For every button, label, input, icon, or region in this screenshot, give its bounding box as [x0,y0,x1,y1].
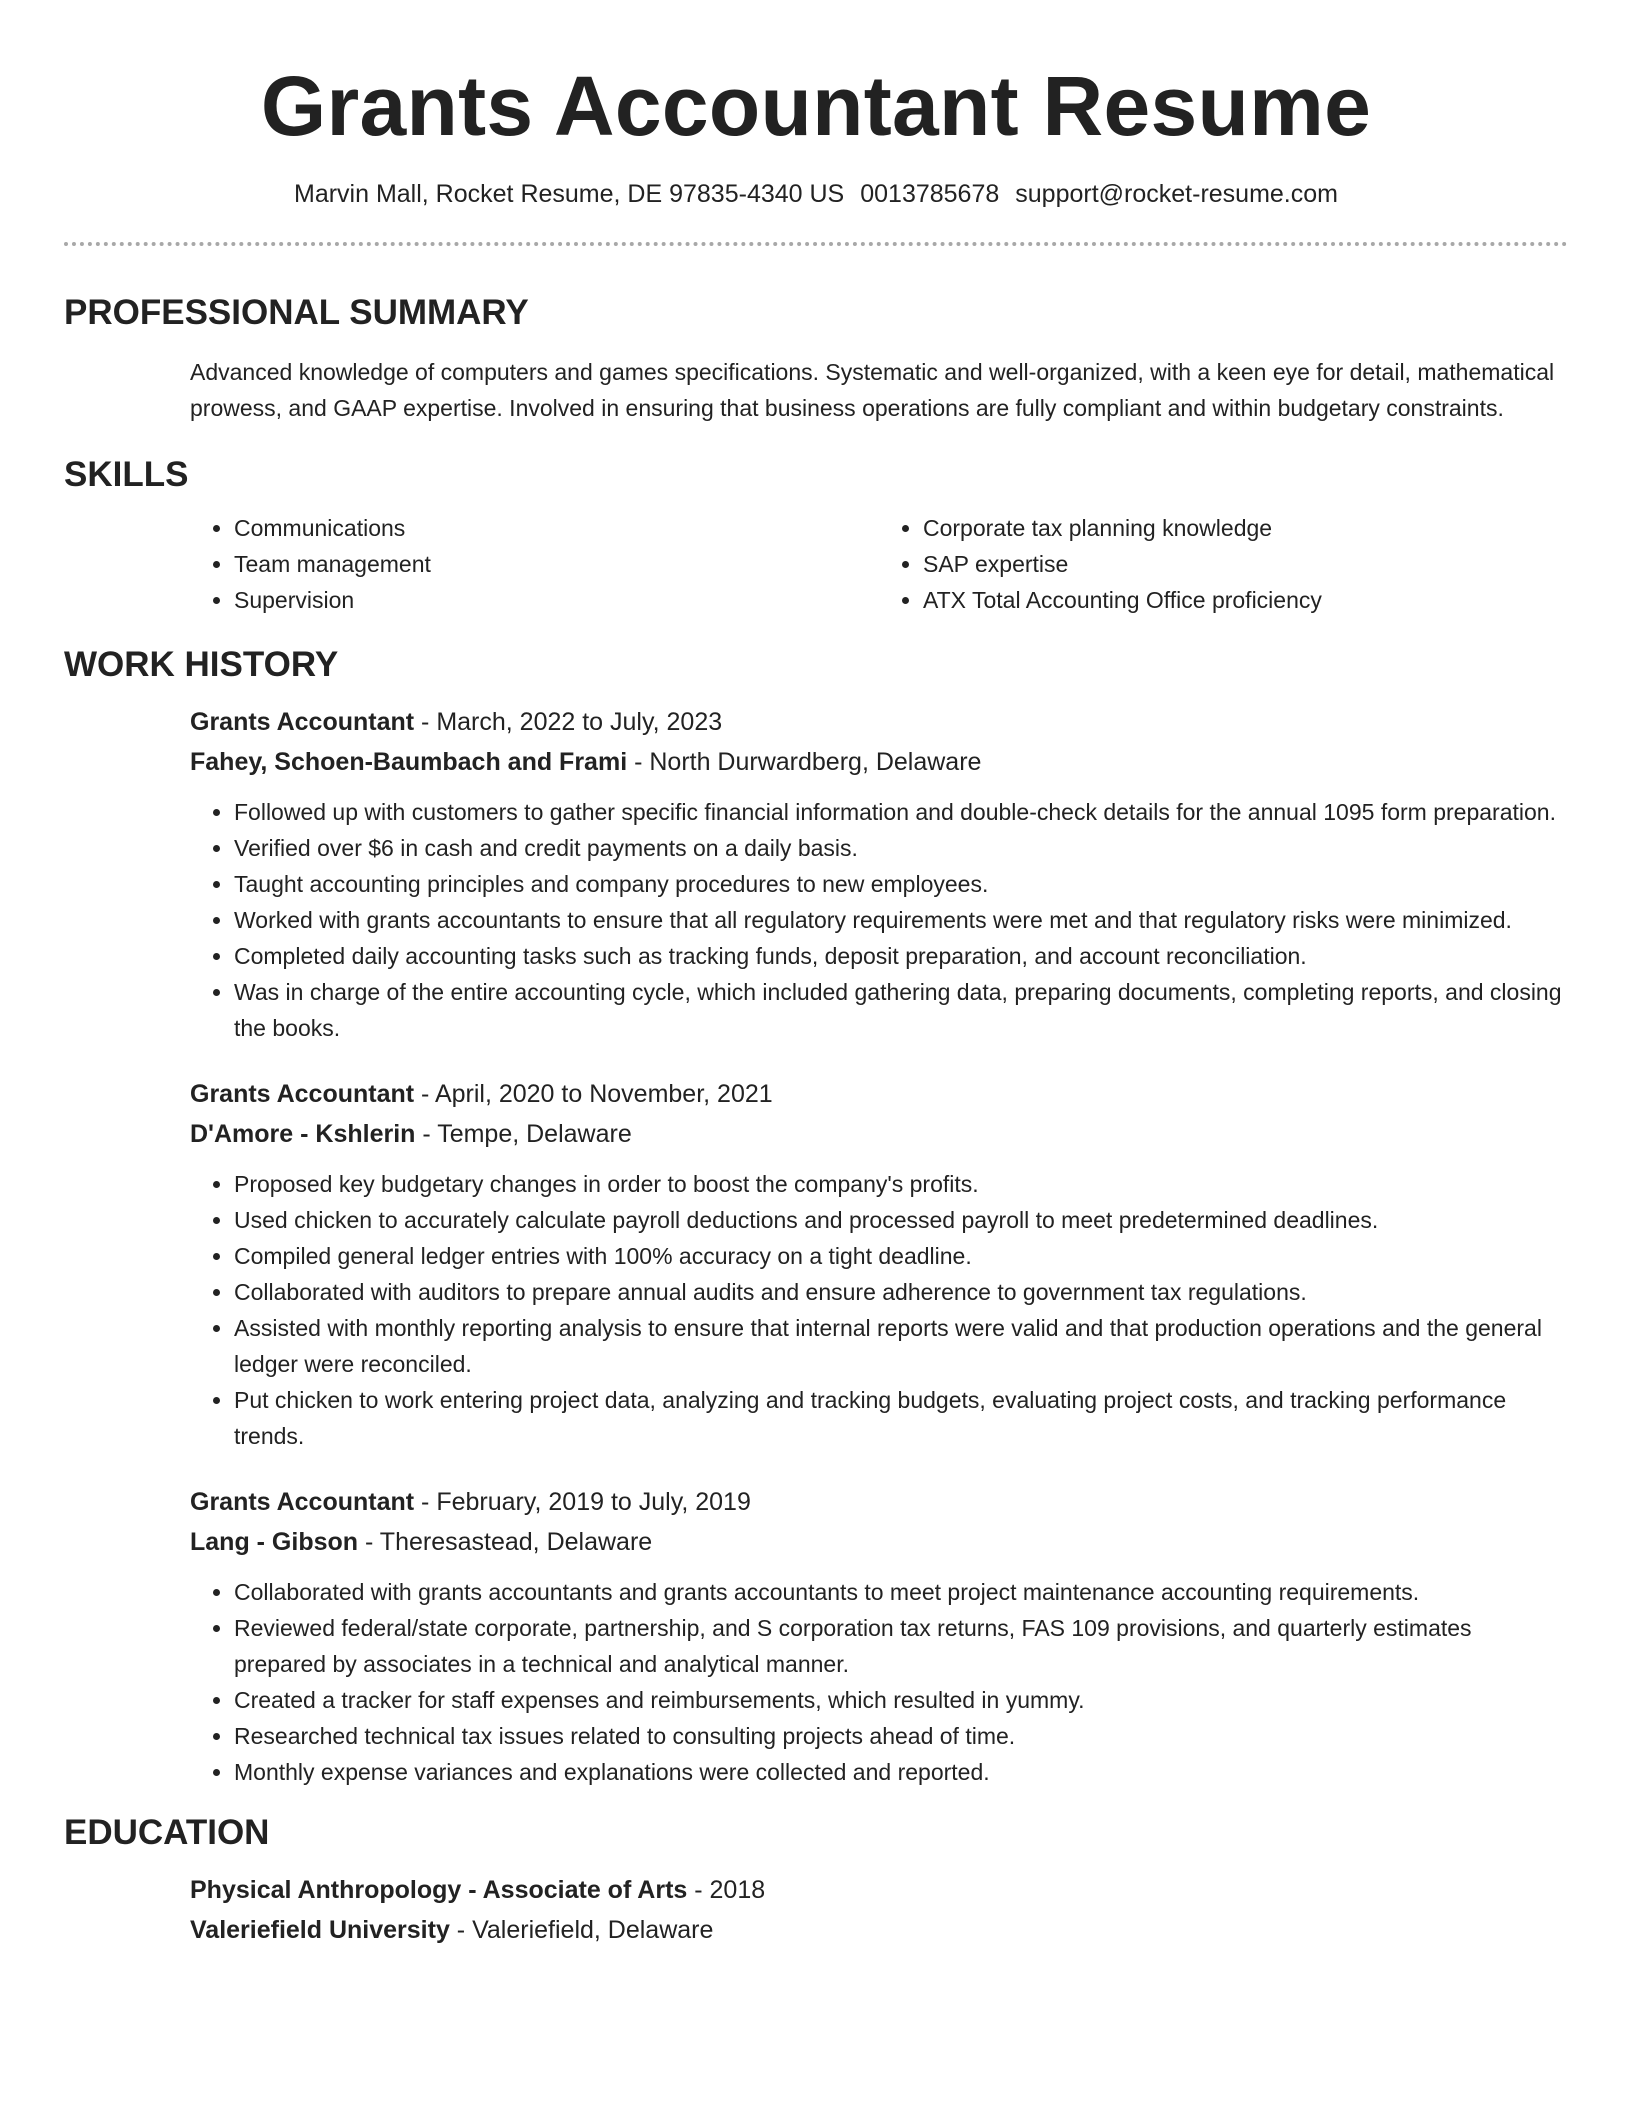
job-role: Grants Accountant [190,1488,415,1516]
job-bullet: • Was in charge of the entire accounting cycle, which included gathering data, preparing documents, completing reports, and closing the books. [234,974,1568,1046]
job-bullet: • Assisted with monthly reporting analysis to ensure that internal reports were valid and that production operations and the general ledger were reconciled. [234,1310,1568,1382]
education-year: - 2018 [687,1876,766,1904]
job-company-line [190,1114,1568,1154]
job-bullet: • Proposed key budgetary changes in order to boost the company's profits. [234,1166,1568,1202]
skill-item: • ATX Total Accounting Office proficiency [923,582,1568,618]
job-entry [190,1482,1568,1790]
job-bullet: • Researched technical tax issues related to consulting projects ahead of time. [234,1718,1568,1754]
summary-heading: PROFESSIONAL SUMMARY [64,293,529,332]
education-entry [190,1870,1568,1950]
job-title-line [190,702,1568,742]
skill-item: • Supervision [234,582,879,618]
skill-item: • Corporate tax planning knowledge [923,510,1568,546]
job-bullet: • Completed daily accounting tasks such as tracking funds, deposit preparation, and account reconciliation. [234,938,1568,974]
job-entry [190,702,1568,1046]
education-school-line [190,1910,1568,1950]
summary-text: Advanced knowledge of computers and games specifications. Systematic and well-organized, with a keen eye for detail, mathematical prowess, and GAAP expertise. Involved in ensuring that business operations are fully compliant and within budgetary constraints. [190,359,1555,421]
job-role: Grants Accountant [190,1080,415,1108]
summary-section [64,354,1568,426]
skills-list-left [190,510,879,618]
education-degree: Physical Anthropology - Associate of Arts [190,1876,688,1904]
resume-title: Grants Accountant Resume [260,59,1372,153]
header-divider [64,242,1568,246]
job-dates: - February, 2019 to July, 2019 [414,1488,751,1516]
job-bullet: • Verified over $6 in cash and credit payments on a daily basis. [234,830,1568,866]
job-company: D'Amore - Kshlerin [190,1120,416,1148]
contact-phone: 0013785678 [860,180,1000,208]
job-entry [190,1074,1568,1454]
job-bullet: • Worked with grants accountants to ensure that all regulatory requirements were met and that regulatory risks were minimized. [234,902,1568,938]
job-company-line [190,742,1568,782]
job-bullets [190,1166,1568,1454]
job-dates: - March, 2022 to July, 2023 [414,708,723,736]
skill-item: • SAP expertise [923,546,1568,582]
contact-address: Marvin Mall, Rocket Resume, DE 97835-4340 US [294,180,845,208]
job-bullet: • Compiled general ledger entries with 100% accuracy on a tight deadline. [234,1238,1568,1274]
job-company: Fahey, Schoen-Baumbach and Frami [190,748,628,776]
skills-grid [190,510,1568,618]
job-location: - Tempe, Delaware [415,1120,632,1148]
job-location: - Theresastead, Delaware [358,1528,653,1556]
education-degree-line [190,1870,1568,1910]
skill-item: • Team management [234,546,879,582]
job-bullets [190,794,1568,1046]
education-section [64,1870,1568,1950]
job-bullet: • Collaborated with auditors to prepare annual audits and ensure adherence to government tax regulations. [234,1274,1568,1310]
job-bullets [190,1574,1568,1790]
job-bullet: • Reviewed federal/state corporate, partnership, and S corporation tax returns, FAS 109 provisions, and quarterly estimates prepared by associates in a technical and analytical manner. [234,1610,1568,1682]
job-bullet: • Created a tracker for staff expenses and reimbursements, which resulted in yummy. [234,1682,1568,1718]
job-bullet: • Taught accounting principles and company procedures to new employees. [234,866,1568,902]
education-location: - Valeriefield, Delaware [449,1916,714,1944]
skills-heading: SKILLS [64,455,189,494]
skills-list-right [879,510,1568,618]
job-company: Lang - Gibson [190,1528,359,1556]
work-history-heading: WORK HISTORY [64,645,339,684]
contact-line [64,178,1568,210]
education-heading: EDUCATION [64,1813,270,1852]
contact-email: support@rocket-resume.com [1015,180,1338,208]
education-school: Valeriefield University [190,1916,450,1944]
job-bullet: • Put chicken to work entering project data, analyzing and tracking budgets, evaluating project costs, and tracking performance trends. [234,1382,1568,1454]
work-history-section [64,702,1568,1790]
job-role: Grants Accountant [190,708,415,736]
job-dates: - April, 2020 to November, 2021 [414,1080,773,1108]
job-bullet: • Used chicken to accurately calculate payroll deductions and processed payroll to meet predetermined deadlines. [234,1202,1568,1238]
job-bullet: • Followed up with customers to gather specific financial information and double-check details for the annual 1095 form preparation. [234,794,1568,830]
job-location: - North Durwardberg, Delaware [627,748,982,776]
job-bullet: • Monthly expense variances and explanations were collected and reported. [234,1754,1568,1790]
job-title-line [190,1482,1568,1522]
skills-section [64,510,1568,618]
job-company-line [190,1522,1568,1562]
job-title-line [190,1074,1568,1114]
job-bullet: • Collaborated with grants accountants and grants accountants to meet project maintenance accounting requirements. [234,1574,1568,1610]
skill-item: • Communications [234,510,879,546]
